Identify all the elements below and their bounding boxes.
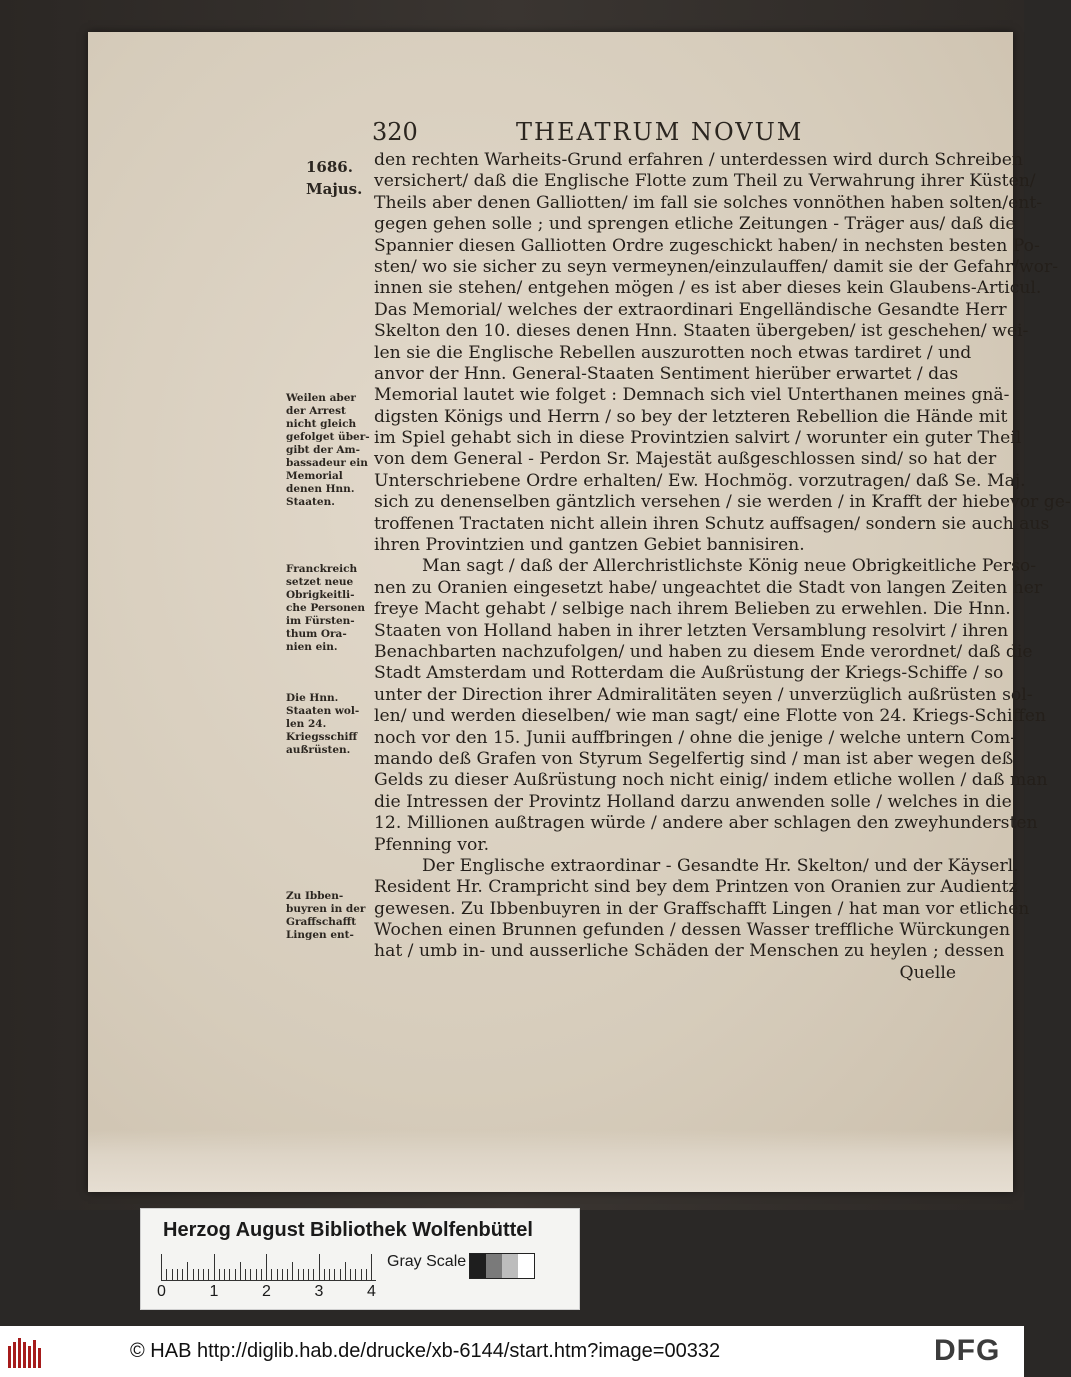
page-bottom-edge <box>88 1130 1013 1192</box>
text-line: den rechten Warheits-Grund erfahren / unterdessen wird durch Schreiben <box>374 150 1023 170</box>
ruler-number: 0 <box>157 1283 166 1300</box>
month: Majus. <box>306 180 363 198</box>
text-line: unter der Direction ihrer Admiralitäten seyen / unverzüglich außrüsten sol- <box>374 684 1033 705</box>
note-line: außrüsten. <box>286 744 351 756</box>
dfg-logo: DFG <box>934 1334 1001 1367</box>
note-line: Staaten wol- <box>286 705 360 717</box>
ruler-tick <box>282 1269 283 1280</box>
note-line: Kriegsschiff <box>286 731 358 743</box>
note-line: gefolget über- <box>286 431 370 443</box>
ruler-tick <box>366 1269 367 1280</box>
ruler-tick <box>229 1269 230 1280</box>
color-scale-card <box>140 1208 580 1310</box>
gray-swatches <box>469 1253 535 1279</box>
note-line: bassadeur ein <box>286 457 368 469</box>
ruler-tick <box>177 1269 178 1280</box>
marginal-note-memorial <box>286 392 378 509</box>
footer-link[interactable]: © HAB http://diglib.hab.de/drucke/xb-6144/start.htm?image=00332 <box>130 1340 721 1362</box>
note-line: Franckreich <box>286 563 358 575</box>
ruler-tick <box>203 1269 204 1280</box>
ruler-tick <box>256 1269 257 1280</box>
year: 1686. <box>306 158 353 176</box>
ruler-tick <box>208 1269 209 1280</box>
ruler-tick <box>235 1269 236 1280</box>
note-line: nicht gleich <box>286 418 357 430</box>
logo-bar <box>38 1348 41 1368</box>
note-line: thum Ora- <box>286 628 347 640</box>
text-line: ihren Provintzien und gantzen Gebiet bannisiren. <box>374 535 805 556</box>
text-line: len sie die Englische Rebellen auszurotten noch etwas tardiret / und <box>374 342 972 363</box>
note-line: che Personen <box>286 602 366 614</box>
footer-bar <box>0 1326 1024 1377</box>
text-line: Der Englische extraordinar - Gesandte Hr. Skelton/ und der Käyserl. <box>422 855 1019 876</box>
body-text <box>374 150 1071 984</box>
gray-swatch <box>486 1254 502 1278</box>
ruler-tick <box>329 1269 330 1280</box>
ruler-tick <box>324 1269 325 1280</box>
ruler-tick <box>250 1269 251 1280</box>
note-line: Staaten. <box>286 496 335 508</box>
ruler-tick <box>214 1254 215 1280</box>
ruler-tick <box>340 1269 341 1280</box>
gray-swatch <box>518 1254 534 1278</box>
ruler-tick <box>240 1262 241 1280</box>
text-line: Gelds zu dieser Außrüstung noch nicht einig/ indem etliche wollen / daß man <box>374 770 1048 791</box>
text-line: Resident Hr. Crampricht sind bey dem Printzen von Oranien zur Audientz <box>374 877 1018 898</box>
note-line: der Arrest <box>286 405 346 417</box>
logo-bar <box>18 1338 21 1368</box>
text-line: Unterschriebene Ordre erhalten/ Ew. Hochmög. vorzutragen/ daß Se. Maj. <box>374 470 1026 491</box>
ruler-tick <box>219 1269 220 1280</box>
ruler-tick <box>266 1254 267 1280</box>
logo-bar <box>28 1346 31 1368</box>
ruler-tick <box>261 1269 262 1280</box>
text-line: anvor der Hnn. General-Staaten Sentiment hierüber erwartet / das <box>374 363 959 384</box>
note-line: Graffschafft <box>286 916 357 928</box>
text-line: Spannier diesen Galliotten Ordre zugeschickt haben/ in nechsten besten Po- <box>374 235 1040 256</box>
ruler-tick <box>271 1269 272 1280</box>
ruler <box>161 1254 376 1281</box>
gray-scale-label: Gray Scale <box>387 1253 467 1270</box>
note-line: nien ein. <box>286 641 338 653</box>
ruler-tick <box>193 1269 194 1280</box>
running-title: THEATRUM NOVUM <box>516 118 804 146</box>
ruler-tick <box>224 1269 225 1280</box>
note-line: buyren in der <box>286 903 366 915</box>
ruler-tick <box>319 1254 320 1280</box>
text-line: 12. Millionen außtragen würde / andere aber schlagen den zweyhundersten <box>374 813 1038 834</box>
text-line: Staaten von Holland haben in ihrer letzten Versamblung resolvirt / ihren <box>374 620 1009 641</box>
ruler-tick <box>303 1269 304 1280</box>
note-line: Die Hnn. <box>286 692 339 704</box>
ruler-tick <box>355 1269 356 1280</box>
note-line: setzet neue <box>286 576 354 588</box>
text-line: hat / umb in- und ausserliche Schäden der Menschen zu heylen ; dessen <box>374 941 1005 962</box>
ruler-tick <box>350 1269 351 1280</box>
ruler-tick <box>277 1269 278 1280</box>
ruler-tick <box>187 1262 188 1280</box>
ruler-tick <box>371 1254 372 1280</box>
note-line: Zu Ibben- <box>286 890 344 902</box>
text-line: versichert/ daß die Englische Flotte zum Theil zu Verwahrung ihrer Küsten/ <box>374 171 1036 192</box>
text-line: len/ und werden dieselben/ wie man sagt/ eine Flotte von 24. Kriegs-Schiffen <box>374 706 1046 727</box>
hab-logo-icon <box>8 1338 42 1368</box>
ruler-number: 2 <box>262 1283 271 1300</box>
text-line: Wochen einen Brunnen gefunden / dessen Wasser treffliche Würckungen <box>374 920 1011 941</box>
note-line: im Fürsten- <box>286 615 355 627</box>
ruler-tick <box>287 1269 288 1280</box>
ruler-tick <box>361 1269 362 1280</box>
ruler-tick <box>172 1269 173 1280</box>
marginal-note-oranien <box>286 563 378 654</box>
ruler-tick <box>313 1269 314 1280</box>
text-line: Benachbarten nachzufolgen/ und haben zu diesem Ende verordnet/ daß die <box>374 641 1033 662</box>
text-line: gewesen. Zu Ibbenbuyren in der Graffschafft Lingen / hat man vor etlichen <box>374 898 1030 919</box>
ruler-number: 3 <box>314 1283 324 1300</box>
ruler-tick <box>198 1269 199 1280</box>
page-header <box>372 118 832 152</box>
text-line: gegen gehen solle ; und sprengen etliche Zeitungen - Träger aus/ daß die <box>374 214 1016 235</box>
text-line: noch vor den 15. Junii auffbringen / ohne die jenige / welche untern Com- <box>374 727 1017 748</box>
logo-bar <box>13 1342 16 1368</box>
note-line: Obrigkeitli- <box>286 589 355 601</box>
text-line: mando deß Grafen von Styrum Segelfertig sind / man ist aber wegen deß <box>374 748 1014 769</box>
ruler-tick <box>292 1262 293 1280</box>
ruler-tick <box>308 1269 309 1280</box>
text-line: von dem General - Perdon Sr. Majestät außgeschlossen sind/ so hat der <box>374 449 997 470</box>
text-line: die Intressen der Provintz Holland darzu anwenden solle / welches in die <box>374 791 1012 812</box>
gray-swatch <box>502 1254 518 1278</box>
text-line: digsten Königs und Herrn / so bey der letzteren Rebellion die Hände mit <box>374 406 1008 427</box>
marginal-note-ibbenbuyren <box>286 890 378 942</box>
text-line: im Spiel gehabt sich in diese Provintzien salvirt / worunter ein guter Theil <box>374 428 1022 449</box>
text-line: sich zu denenselben gäntzlich versehen / sie werden / in Krafft der hiebevor ge- <box>374 492 1071 513</box>
ruler-tick <box>245 1269 246 1280</box>
text-line: Das Memorial/ welches der extraordinari Engelländische Gesandte Herr <box>374 299 1007 320</box>
ruler-number: 1 <box>209 1283 219 1300</box>
text-line: Man sagt / daß der Allerchristlichste König neue Obrigkeitliche Perso- <box>422 556 1037 577</box>
ruler-tick <box>298 1269 299 1280</box>
ruler-tick <box>161 1254 162 1280</box>
ruler-tick <box>182 1269 183 1280</box>
gray-swatch <box>470 1254 486 1278</box>
note-line: Memorial <box>286 470 343 482</box>
library-name: Herzog August Bibliothek Wolfenbüttel <box>163 1219 533 1241</box>
ruler-tick <box>166 1269 167 1280</box>
text-line: Skelton den 10. dieses denen Hnn. Staaten übergeben/ ist geschehen/ wei- <box>374 321 1029 342</box>
note-line: Weilen aber <box>286 392 356 404</box>
note-line: len 24. <box>286 718 327 730</box>
marginal-note-kriegsschiffe <box>286 692 378 757</box>
note-line: gibt der Am- <box>286 444 361 456</box>
page-number: 320 <box>372 118 418 146</box>
text-line: Pfenning vor. <box>374 834 490 855</box>
logo-bar <box>33 1340 36 1368</box>
text-line: troffenen Tractaten nicht allein ihren Schutz auffsagen/ sondern sie auch aus <box>374 513 1050 534</box>
text-line: innen sie stehen/ entgehen mögen / es ist aber dieses kein Glaubens-Articul. <box>374 278 1042 299</box>
text-line: Memorial lautet wie folget : Demnach sich viel Unterthanen meines gnä- <box>374 385 1010 406</box>
ruler-tick <box>345 1262 346 1280</box>
logo-bar <box>8 1346 11 1368</box>
text-line: Theils aber denen Galliotten/ im fall sie solches vonnöthen haben solten/ent- <box>374 192 1043 213</box>
logo-bar <box>23 1342 26 1368</box>
text-line: sten/ wo sie sicher zu seyn vermeynen/einzulauffen/ damit sie der Gefahr/wor- <box>374 256 1059 277</box>
date-margin <box>306 156 376 200</box>
ruler-tick <box>334 1269 335 1280</box>
text-line: Stadt Amsterdam und Rotterdam die Außrüstung der Kriegs-Schiffe / so <box>374 663 1004 684</box>
text-line: nen zu Oranien eingesetzt habe/ ungeachtet die Stadt von langen Zeiten her <box>374 577 1043 598</box>
text-line: freye Macht gehabt / selbige nach ihrem Belieben zu erwehlen. Die Hnn. <box>374 599 1011 620</box>
text-line: Quelle <box>899 962 956 983</box>
note-line: Lingen ent- <box>286 929 354 941</box>
note-line: denen Hnn. <box>286 483 355 495</box>
ruler-number: 4 <box>367 1283 376 1300</box>
